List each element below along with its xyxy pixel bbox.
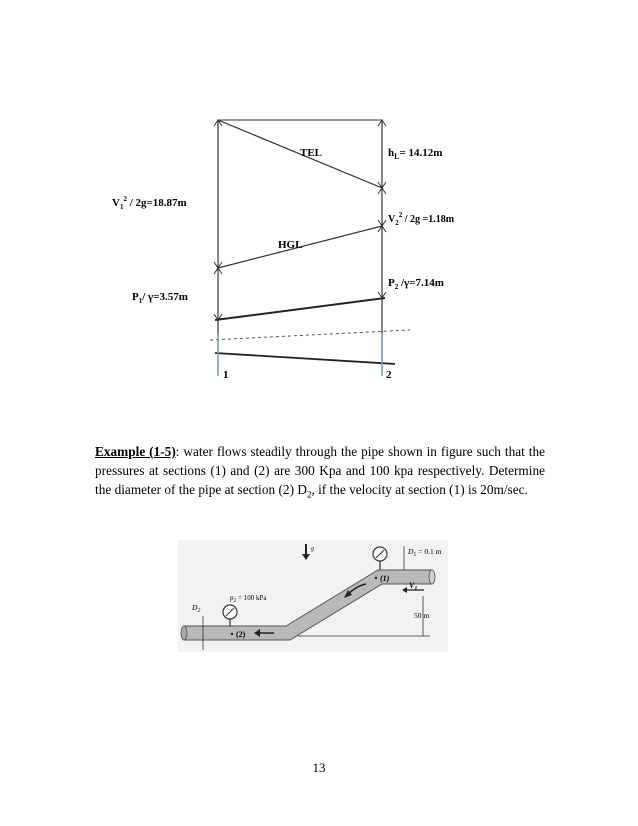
section-1-label: 1 bbox=[223, 369, 229, 381]
d2-label: $D_2$ bbox=[192, 603, 201, 614]
energy-line-figure bbox=[110, 108, 480, 388]
v1-label: $V_1$ bbox=[409, 581, 418, 592]
example-subscript: 2 bbox=[306, 489, 312, 500]
hgl-label: HGL bbox=[278, 239, 303, 251]
v1-velocity-head-label: $V_1^2 / 2g=18.87m$ bbox=[112, 195, 187, 211]
pipe-bottom-line bbox=[215, 353, 395, 364]
example-body-a: : water flows steadily through the pipe shown in figure such that the pressures at sections (1) and (2) are 300 Kpa and 100 kpa respectively. Determine the diameter of the pipe at section (2) D bbox=[95, 444, 545, 497]
pipe-right-end bbox=[429, 570, 435, 584]
p1-pressure-head-label: $P_1/$ γ=3.57m bbox=[132, 291, 188, 305]
pipe-left-end bbox=[181, 626, 187, 640]
d1-label: $D_1 = 0.1$ m bbox=[408, 547, 442, 558]
pipe-figure bbox=[178, 540, 448, 652]
page-number: 13 bbox=[312, 760, 326, 775]
pipe-centerline bbox=[215, 298, 385, 320]
p2-pressure-head-label: $P_2$ /γ=7.14m bbox=[388, 277, 444, 291]
datum-line bbox=[210, 330, 410, 340]
height-label: 50 m bbox=[414, 611, 430, 620]
example-label: Example (1-5) bbox=[95, 444, 176, 459]
section-1-label: (1) bbox=[380, 574, 390, 583]
section-2-label: (2) bbox=[236, 630, 246, 639]
head-loss-label: $h_L= 14.12m$ bbox=[388, 147, 443, 161]
example-body-b: , if the velocity at section (1) is 20m/sec. bbox=[311, 482, 528, 497]
p2-label: $p_2 = 100$ kPa bbox=[230, 594, 267, 604]
example-paragraph bbox=[95, 442, 545, 505]
tel-label: TEL bbox=[300, 147, 323, 159]
gravity-label: g bbox=[311, 546, 314, 552]
v2-velocity-head-label: $V_2^2 / 2g =1.18m$ bbox=[388, 211, 455, 227]
section-2-label: 2 bbox=[386, 369, 392, 381]
example-text bbox=[95, 442, 545, 505]
